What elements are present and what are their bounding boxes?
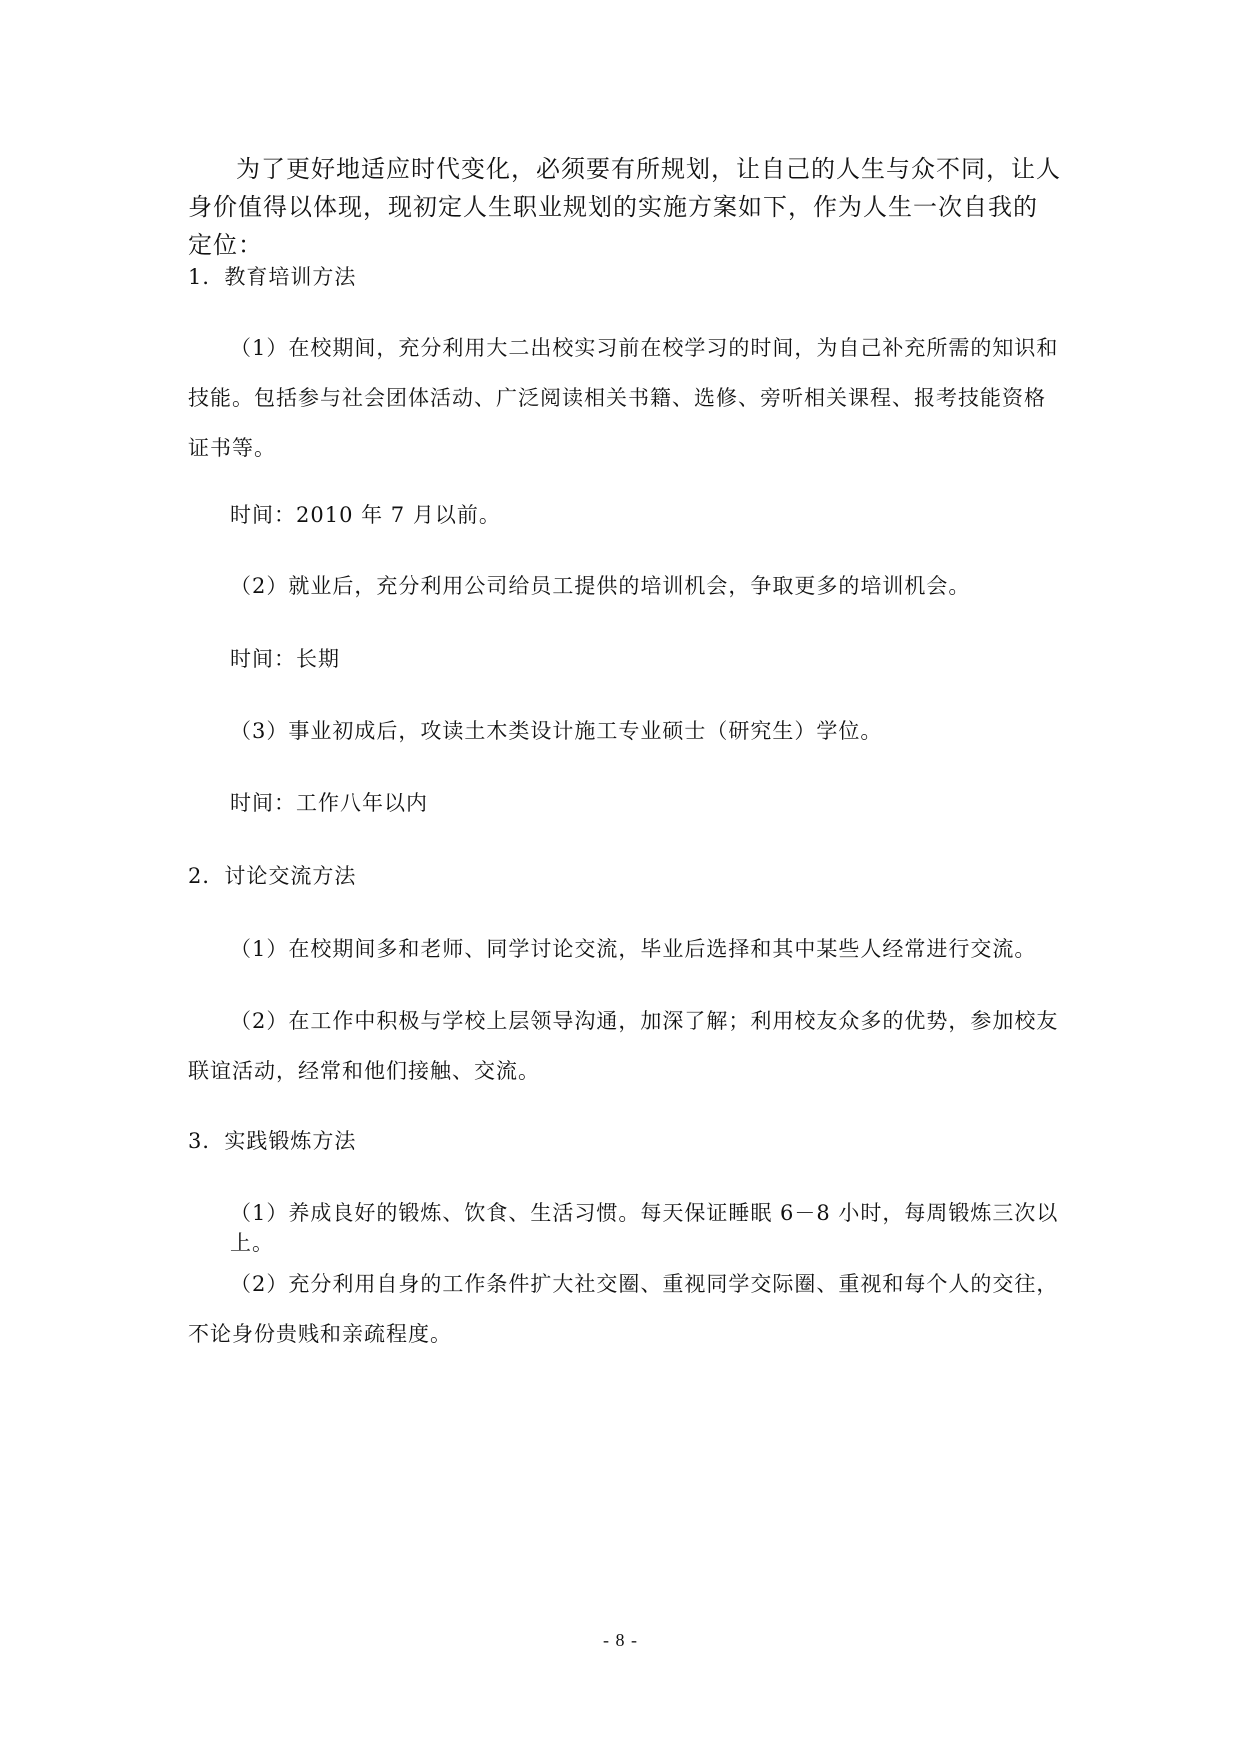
time-note-education-2: 时间：长期: [230, 647, 340, 671]
page-number: - 8 -: [603, 1630, 638, 1650]
time-note-education-1: 时间：2010 年 7 月以前。: [230, 503, 501, 527]
paragraph-discussion-2: （2）在工作中积极与学校上层领导沟通，加深了解；利用校友众多的优势，参加校友联谊活动，经常和他们接触、交流。: [188, 1009, 1059, 1083]
section-heading-practice: 3．实践锻炼方法: [188, 1129, 357, 1153]
time-note-education-3: 时间：工作八年以内: [230, 791, 428, 815]
intro-paragraph: 为了更好地适应时代变化，必须要有所规划，让自己的人生与众不同，让人身价值得以体现，现初定人生职业规划的实施方案如下，作为人生一次自我的定位：: [188, 155, 1061, 259]
paragraph-education-2: （2）就业后，充分利用公司给员工提供的培训机会，争取更多的培训机会。: [230, 574, 971, 598]
section-heading-discussion: 2．讨论交流方法: [188, 864, 357, 888]
paragraph-education-1: （1）在校期间，充分利用大二出校实习前在校学习的时间，为自己补充所需的知识和技能。包括参与社会团体活动、广泛阅读相关书籍、选修、旁听相关课程、报考技能资格证书等。: [188, 336, 1059, 460]
paragraph-discussion-1: （1）在校期间多和老师、同学讨论交流，毕业后选择和其中某些人经常进行交流。: [230, 937, 1037, 961]
paragraph-practice-2: （2）充分利用自身的工作条件扩大社交圈、重视同学交际圈、重视和每个人的交往，不论身份贵贱和亲疏程度。: [188, 1272, 1059, 1346]
section-heading-education: 1．教育培训方法: [188, 265, 357, 289]
paragraph-education-3: （3）事业初成后，攻读土木类设计施工专业硕士（研究生）学位。: [230, 719, 883, 743]
paragraph-practice-1: （1）养成良好的锻炼、饮食、生活习惯。每天保证睡眠 6－8 小时，每周锻炼三次以上。: [230, 1201, 1059, 1255]
